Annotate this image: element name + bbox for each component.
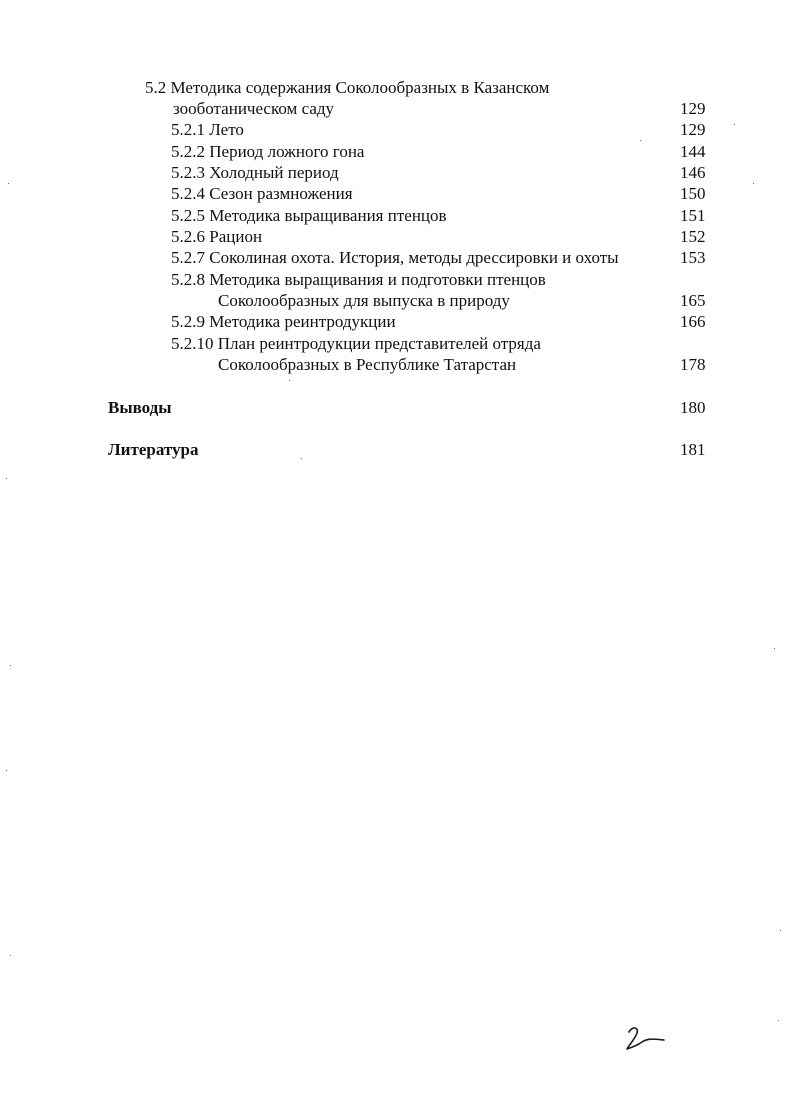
toc-entry-5-2-4-page: 150 <box>680 184 706 203</box>
scan-speck <box>753 183 754 184</box>
scan-speck <box>301 458 302 459</box>
toc-entry-5-2-7-page: 153 <box>680 248 706 267</box>
toc-entry-5-2-10-title-cont: Соколообразных в Республике Татарстан <box>218 355 517 374</box>
toc-entry-5-2-5-title: 5.2.5 Методика выращивания птенцов <box>171 206 447 225</box>
toc-entry-5-2-6-title: 5.2.6 Рацион <box>171 227 263 246</box>
toc-entry-5-2-6-page: 152 <box>680 227 706 246</box>
scan-speck <box>774 648 775 649</box>
toc-entry-5-2-7-title: 5.2.7 Соколиная охота. История, методы дрессировки и охоты <box>171 248 619 267</box>
toc-entry-5-2-title: 5.2 Методика содержания Соколообразных в Казанском <box>145 78 550 97</box>
scan-speck <box>780 930 781 931</box>
toc-entry-5-2-8-title: 5.2.8 Методика выращивания и подготовки птенцов <box>171 270 546 289</box>
scan-speck <box>640 140 641 141</box>
scan-speck <box>8 183 9 184</box>
toc-entry-5-2-2-page: 144 <box>680 142 706 161</box>
toc-entry-conclusions-page: 180 <box>680 398 706 417</box>
toc-entry-conclusions-title: Выводы <box>108 398 172 417</box>
scan-speck <box>10 665 11 666</box>
toc-entry-5-2-8-title-cont: Соколообразных для выпуска в природу <box>218 291 510 310</box>
toc-entry-5-2-8-page: 165 <box>680 291 706 310</box>
toc-entry-5-2-3-page: 146 <box>680 163 706 182</box>
handwritten-page-mark <box>624 1024 668 1054</box>
toc-entry-5-2-page: 129 <box>680 99 706 118</box>
scan-speck <box>778 1020 779 1021</box>
toc-entry-5-2-5-page: 151 <box>680 206 706 225</box>
scan-speck <box>289 380 290 381</box>
toc-entry-5-2-10-page: 178 <box>680 355 706 374</box>
toc-entry-5-2-1-page: 129 <box>680 120 706 139</box>
toc-entry-literature-page: 181 <box>680 440 706 459</box>
toc-entry-5-2-9-page: 166 <box>680 312 706 331</box>
toc-entry-5-2-3-title: 5.2.3 Холодный период <box>171 163 339 182</box>
toc-entry-5-2-9-title: 5.2.9 Методика реинтродукции <box>171 312 396 331</box>
toc-entry-literature-title: Литература <box>108 440 199 459</box>
toc-entry-5-2-10-title: 5.2.10 План реинтродукции представителей отряда <box>171 334 541 353</box>
scan-speck <box>6 478 7 479</box>
toc-entry-5-2-4-title: 5.2.4 Сезон размножения <box>171 184 353 203</box>
toc-entry-5-2-2-title: 5.2.2 Период ложного гона <box>171 142 365 161</box>
scan-speck <box>6 770 7 771</box>
scan-speck <box>734 124 735 125</box>
scan-speck <box>10 955 11 956</box>
toc-entry-5-2-title-cont: зооботаническом саду <box>173 99 335 118</box>
toc-entry-5-2-1-title: 5.2.1 Лето <box>171 120 244 139</box>
